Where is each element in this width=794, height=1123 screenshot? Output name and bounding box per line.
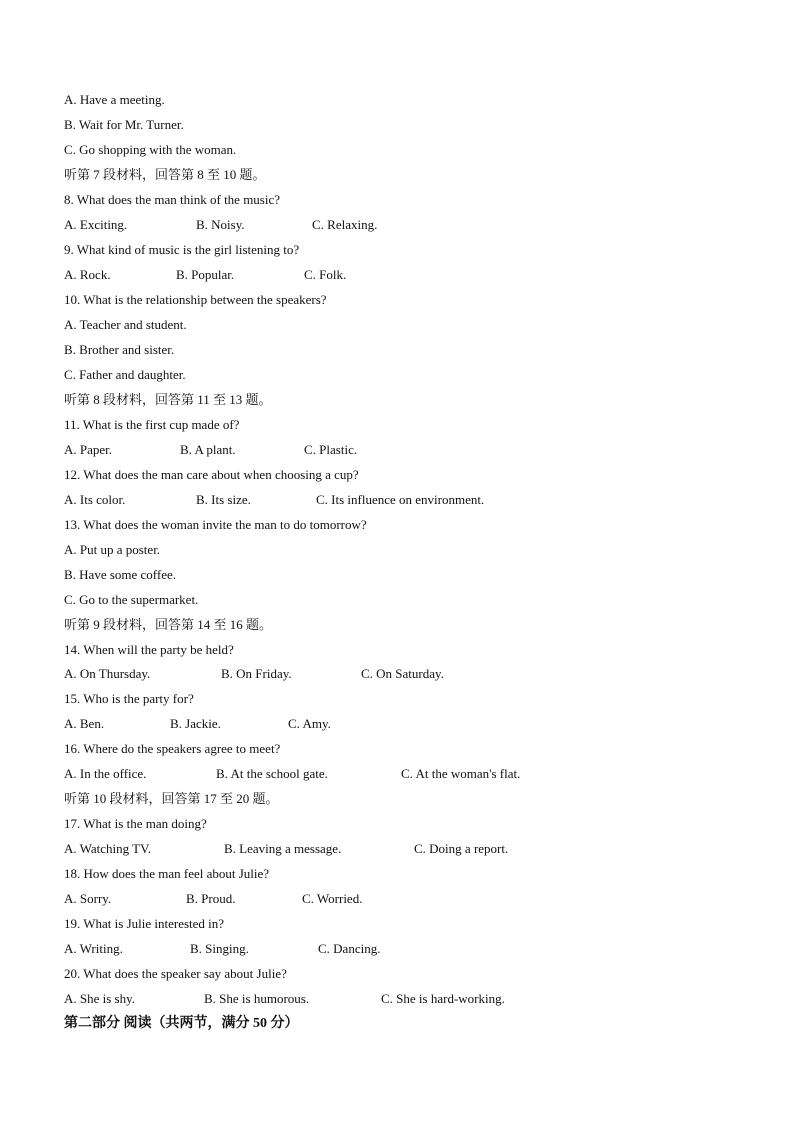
option-b: B. Jackie. (170, 716, 221, 731)
option-c: C. On Saturday. (361, 666, 444, 681)
option-c: C. Doing a report. (414, 841, 509, 856)
option-a: A. Watching TV. (64, 841, 152, 856)
option-a: A. In the office. (64, 766, 147, 781)
option-c: C. Folk. (304, 267, 347, 282)
option-a: A. Paper. (64, 442, 113, 457)
option-a: A. Its color. (64, 492, 126, 507)
option-a: A. Exciting. (64, 217, 128, 232)
option-b: B. A plant. (180, 442, 236, 457)
option-b: B. She is humorous. (204, 991, 310, 1006)
option-b: B. Noisy. (196, 217, 245, 232)
option-a: A. Sorry. (64, 891, 112, 906)
option-b: B. At the school gate. (216, 766, 328, 781)
option-a: A. Writing. (64, 941, 123, 956)
option-b: B. Proud. (186, 891, 236, 906)
exam-page: A. Have a meeting. B. Wait for Mr. Turner. C. Go shopping with the woman. 听第 7 段材料，回答第 8 至 10 题。 8. What does the man think of the music? A. Exciting. B. Noisy. C. Relaxing. 9. What kind of music is the girl listening to? A. Rock. B. Popular. C. Folk. 10. What is the relationship between the speakers? A. Teacher and student. B. Brother and sister. C. Father and daughter. 听第 8 段材料，回答第 11 至 13 题。 11. What is the first cup made of? A. Paper. B. A plant. C. Plastic. 12. What does the man care about when choosing a cup? A. Its color. B. Its size. C. Its influence on environment. 13. What does the woman invite the man to do tomorrow? A. Put up a poster. B. Have some coffee. C. Go to the supermarket. 听第 9 段材料，回答第 14 至 16 题。 14. When will the party be held? A. On Thursday. B. On Friday. C. On Saturday. 15. Who is the party for? A. Ben. B. Jackie. C. Amy. 16. Where do the speakers agree to meet? A. In the office. B. At the school gate. C. At the woman's flat. 听第 10 段材料，回答第 17 至 20 题。 17. What is the man doing? A. Watching TV. B. Leaving a message. C. Doing a report. 18. How does the man feel about Julie? A. Sorry. B. Proud. C. Worried. 19. What is Julie interested in? A. Writing. B. Singing. C. Dancing. 20. What does the speaker say about Julie? A. She is shy. B. She is humorous. C. She is hard-working. 第二部分 阅读（共两节，满分 50 分） (64, 92, 521, 1031)
option-b: B. Leaving a message. (224, 841, 342, 856)
option-b: B. Singing. (190, 941, 249, 956)
option-b: B. Popular. (176, 267, 235, 282)
option-c: C. Plastic. (304, 442, 358, 457)
option-b: B. On Friday. (221, 666, 292, 681)
option-b: B. Its size. (196, 492, 251, 507)
option-a: A. On Thursday. (64, 666, 151, 681)
option-a: A. She is shy. (64, 991, 136, 1006)
option-a: A. Rock. (64, 267, 111, 282)
option-a: A. Ben. (64, 716, 105, 731)
option-c: C. Worried. (302, 891, 363, 906)
option-c: C. Dancing. (318, 941, 381, 956)
option-c: C. Its influence on environment. (316, 492, 485, 507)
option-c: C. Relaxing. (312, 217, 378, 232)
option-c: C. At the woman's flat. (401, 766, 521, 781)
option-c: C. Amy. (288, 716, 331, 731)
option-c: C. She is hard-working. (381, 991, 505, 1006)
